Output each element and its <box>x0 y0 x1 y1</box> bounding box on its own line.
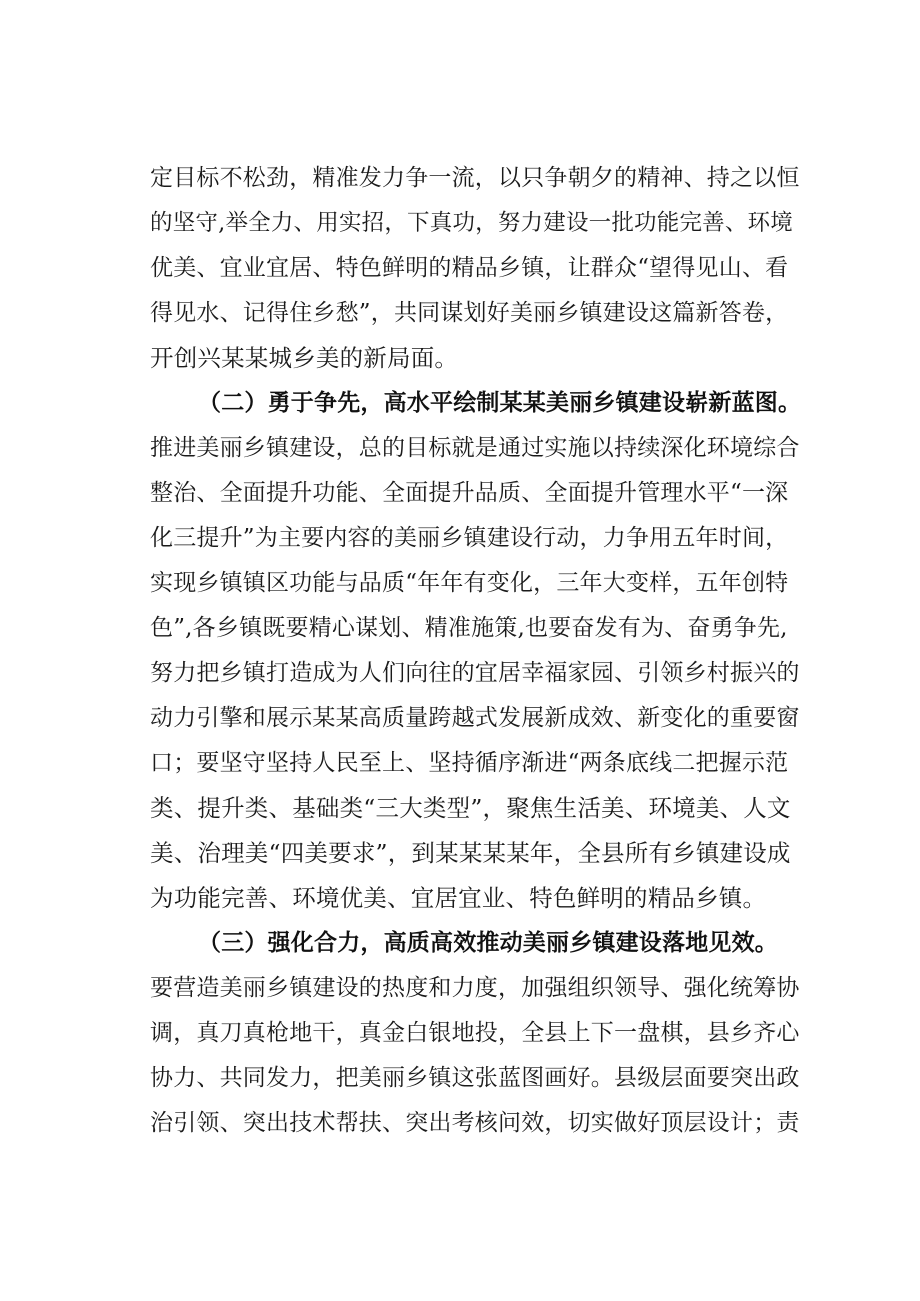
body-text-line: 化三提升”为主要内容的美丽乡镇建设行动，力争用五年时间， <box>150 525 789 551</box>
section-heading-3: （三）强化合力，高质高效推动美丽乡镇建设落地见效。 <box>198 930 778 956</box>
body-text-line: 实现乡镇镇区功能与品质“年年有变化，三年大变样，五年创特 <box>150 570 789 596</box>
body-text-line: 开创兴某某城乡美的新局面。 <box>150 344 459 372</box>
body-text-line: 治引领、突出技术帮扶、突出考核问效，切实做好顶层设计；责 <box>150 1110 800 1136</box>
body-text-line: 为功能完善、环境优美、宜居宜业、特色鲜明的精品乡镇。 <box>150 884 767 912</box>
body-text-line: 类、提升类、基础类“三大类型”，聚焦生活美、环境美、人文 <box>150 794 791 822</box>
body-text-line: 协力、共同发力，把美丽乡镇这张蓝图画好。县级层面要突出政 <box>150 1065 800 1091</box>
body-text-line: 整治、全面提升功能、全面提升品质、全面提升管理水平“一深 <box>150 480 789 506</box>
body-text-line: 口；要坚守坚持人民至上、坚持循序渐进“两条底线二把握示范 <box>150 750 789 776</box>
body-text-line: 优美、宜业宜居、特色鲜明的精品乡镇，让群众“望得见山、看 <box>150 255 789 281</box>
body-text-line: 要营造美丽乡镇建设的热度和力度，加强组织领导、强化统筹协 <box>150 975 800 1001</box>
body-text-line: 推进美丽乡镇建设，总的目标就是通过实施以持续深化环境综合 <box>150 435 800 461</box>
body-text-line: 定目标不松劲，精准发力争一流，以只争朝夕的精神、持之以恒 <box>150 165 800 191</box>
body-text-line: 的坚守,举全力、用实招，下真功，努力建设一批功能完善、环境 <box>150 210 793 236</box>
body-text-line: 努力把乡镇打造成为人们向往的宜居幸福家园、引领乡村振兴的 <box>150 660 800 686</box>
body-text-line: 动力引擎和展示某某高质量跨越式发展新成效、新变化的重要窗 <box>150 705 800 731</box>
body-text-line: 美、治理美“四美要求”，到某某某某年，全县所有乡镇建设成 <box>150 839 791 867</box>
section-heading-2: （二）勇于争先，高水平绘制某某美丽乡镇建设崭新蓝图。 <box>198 390 802 416</box>
body-text-line: 色”,各乡镇既要精心谋划、精准施策,也要奋发有为、奋勇争先, <box>150 615 788 641</box>
body-text-line: 调，真刀真枪地干，真金白银地投，全县上下一盘棋，县乡齐心 <box>150 1020 800 1046</box>
body-text-line: 得见水、记得住乡愁”，共同谋划好美丽乡镇建设这篇新答卷， <box>150 300 789 326</box>
